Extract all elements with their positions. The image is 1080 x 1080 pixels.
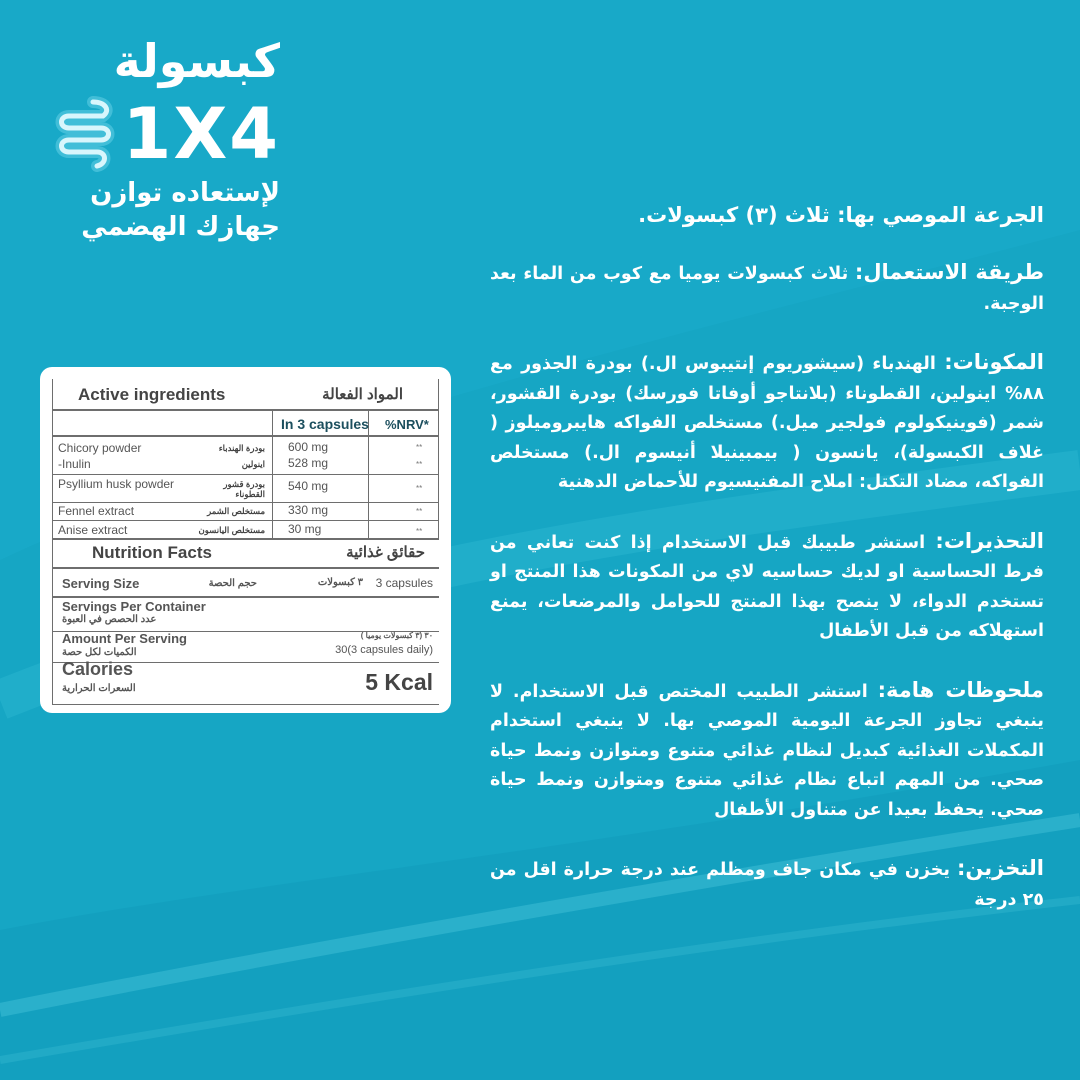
ingredient-amount: 540 mg (288, 479, 329, 493)
ingredient-name-ar: اينولين (241, 459, 265, 469)
usage-text: ثلاث كبسولات يوميا مع كوب من الماء بعد الوجبة. (490, 264, 1044, 314)
column-nrv: %NRV* (385, 417, 429, 432)
warnings-heading: التحذيرات: (935, 528, 1044, 553)
ingredient-name: Fennel extract (58, 504, 135, 518)
ingredients-section (490, 348, 1044, 498)
recommended-dose: الجرعة الموصي بها: ثلاث (٣) كبسولات. (638, 203, 1044, 227)
storage-section (490, 854, 1044, 915)
servings-per-container-label: Servings Per Container (62, 599, 206, 614)
warnings-section (490, 527, 1044, 647)
ingredient-name: Psyllium husk powder (58, 477, 175, 491)
storage-text: يخزن في مكان جاف ومظلم عند درجة حرارة اقل من ٢٥ درجة (490, 860, 1044, 910)
nutrition-facts-title: Nutrition Facts (92, 543, 212, 562)
ingredient-amount: 330 mg (288, 503, 329, 517)
ingredients-text: الهندباء (سيشوريوم إنتيبوس ال.) بودرة الجذور مع ٨٨% اينولين، القطوناء (بلانتاجو أوفاتا فورسك) بودرة القشور، شمر (فوينيكولوم فولجير ميل.) مستخلص الفواكه هايبروميلوز ( غلاف الكبسولة)، يانسون ( بيمبينيلا أنيسوم ال.) مستخلص الفواكه، مضاد التكتل: املاح المفنيسيوم للأحماض الدهنية (490, 354, 1044, 492)
ingredient-nrv: ** (416, 443, 423, 452)
active-ingredients-title-ar: المواد الفعالة (322, 386, 403, 403)
ingredient-name-ar: بودرة الهندباء (218, 443, 265, 453)
tagline-line-2: جهازك الهضمي (81, 212, 280, 242)
serving-size-value-ar: ٣ كبسولات (317, 577, 363, 588)
ingredient-nrv: ** (416, 484, 423, 493)
active-ingredients-title: Active ingredients (78, 385, 226, 404)
product-title: كبسولة (113, 34, 280, 88)
notes-section (490, 676, 1044, 826)
notes-text: استشر الطبيب المختص قبل الاستخدام. لا ينبغي تجاوز الجرعة اليومية الموصي بها. لا ينبغي استخدام المكملات الغذائية كبديل لنظام غذائي متنوع ومتوازن ونمط حياة صحي. من المهم اتباع نظام غذائي متنوع ومتوازن ونمط حياة صحي. يحفظ بعيدا عن متناول الأطفال (490, 681, 1044, 820)
ingredient-amount: 600 mg (288, 440, 329, 454)
servings-per-container-label-ar: عدد الحصص في العبوة (62, 614, 157, 625)
product-header (40, 30, 280, 244)
ingredient-nrv: ** (416, 460, 423, 469)
usage-heading: طريقة الاستعمال: (854, 260, 1044, 284)
ingredient-name: Anise extract (58, 523, 128, 537)
ingredient-amount: 528 mg (288, 456, 329, 470)
ingredient-name: -Inulin (58, 457, 91, 471)
serving-size-label: Serving Size (62, 576, 140, 591)
serving-size-label-ar: حجم الحصة (208, 578, 257, 589)
amount-per-serving-value-ar: ٣٠ (٣ كبسولات يوميا ) (360, 631, 433, 640)
column-in-3-capsules: In 3 capsules (281, 416, 369, 432)
capsule-count: 1X4 (122, 93, 280, 175)
intestine-icon (53, 96, 117, 172)
amount-per-serving-value: 30(3 capsules daily) (335, 644, 433, 656)
usage-section (490, 258, 1044, 319)
calories-value: 5 Kcal (365, 669, 433, 695)
notes-heading: ملحوظات هامة: (877, 677, 1044, 702)
tagline-line-1: لإستعاده توازن (90, 178, 280, 208)
calories-label: Calories (62, 659, 134, 679)
supplement-label (40, 367, 451, 713)
warnings-text: استشر طبيبك قبل الاستخدام إذا كنت تعاني من فرط الحساسية او لديك حساسيه لاي من المكونات هذا المنتج او تستخدم الدواء، لا ينصح بهذا المنتج للحوامل والمرضعات، يمنع استهلاكه من قبل الأطفال (490, 532, 1044, 641)
ingredient-name-ar: مستخلص اليانسون (198, 525, 265, 535)
ingredients-heading: المكونات: (944, 350, 1044, 374)
storage-heading: التخزين: (956, 856, 1044, 880)
nutrition-facts-title-ar: حقائق غذائية (346, 544, 425, 561)
ingredient-nrv: ** (416, 527, 423, 536)
ingredient-amount: 30 mg (288, 522, 322, 536)
ingredient-name: Chicory powder (58, 441, 142, 455)
ingredient-name-ar: بودرة قشور القطوناء (223, 479, 265, 499)
amount-per-serving-label: Amount Per Serving (62, 631, 187, 646)
amount-per-serving-label-ar: الكميات لكل حصة (62, 647, 137, 658)
product-info (490, 200, 1044, 944)
label-table (52, 379, 439, 705)
ingredient-name-ar: مستخلص الشمر (207, 506, 265, 516)
serving-size-value: 3 capsules (375, 576, 433, 590)
calories-label-ar: السعرات الحرارية (62, 683, 136, 694)
ingredient-nrv: ** (416, 507, 423, 516)
